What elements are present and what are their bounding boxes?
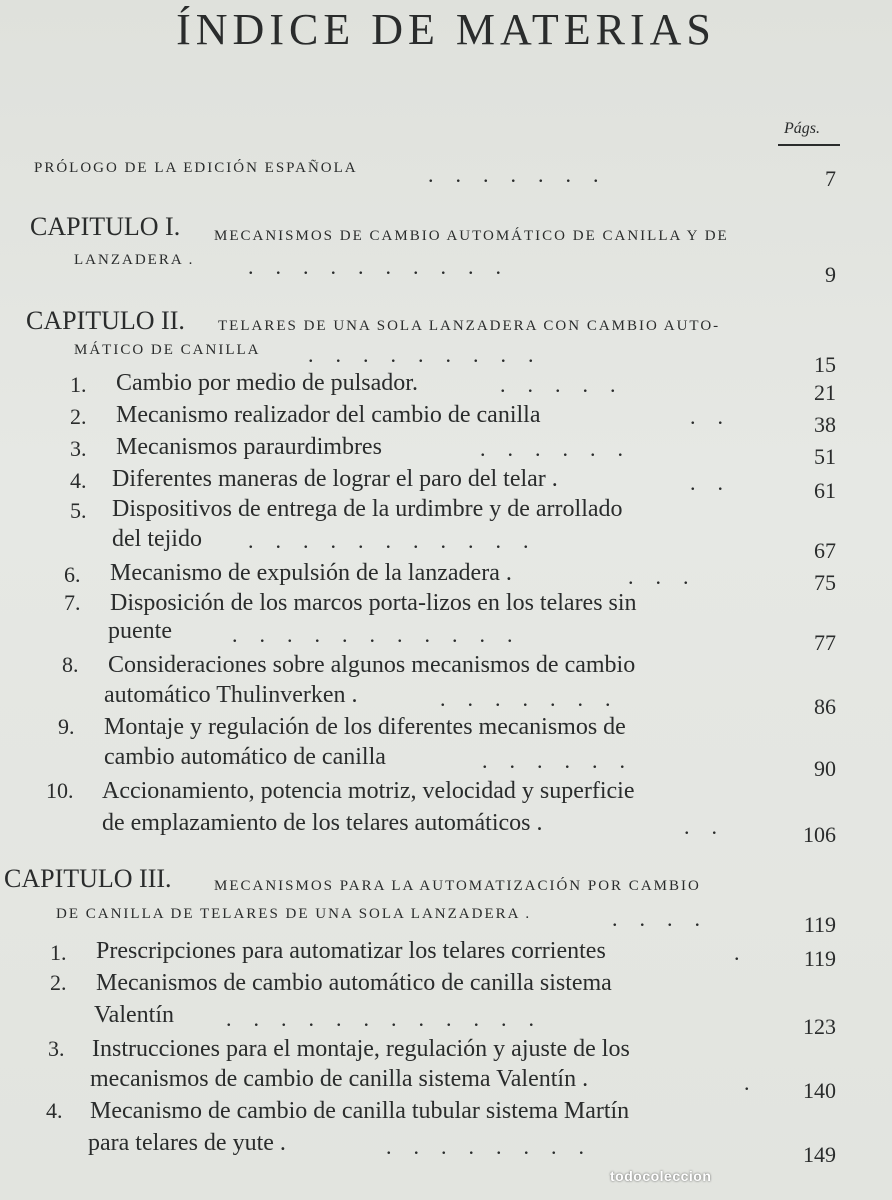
section-number: 3. [70, 436, 87, 461]
page-number: 149 [803, 1142, 836, 1167]
section-title-line-2: para telares de yute . [88, 1130, 286, 1156]
section-title-line-1: Consideraciones sobre algunos mecanismos de cambio [108, 652, 636, 678]
leader-dots: ... [628, 564, 711, 589]
section-title-line-1: Dispositivos de entrega de la urdimbre y de arrollado [112, 496, 623, 522]
toc-section-2-9-cont [0, 744, 892, 780]
page-number: 7 [825, 166, 836, 191]
page-title: ÍNDICE DE MATERIAS [176, 5, 716, 54]
section-title-line-1: Mecanismos de cambio automático de canilla sistema [96, 970, 612, 996]
pags-underline [778, 144, 840, 146]
toc-chapter-1-cont [0, 248, 892, 287]
chapter-label: CAPITULO II. [26, 306, 185, 335]
chapter-title-line-1: MECANISMOS PARA LA AUTOMATIZACIÓN POR CAMBIO [214, 878, 701, 894]
page-number: 67 [814, 538, 836, 563]
section-number: 10. [46, 778, 74, 803]
leader-dots: ..... [500, 372, 638, 397]
leader-dots: ........... [248, 528, 551, 553]
page-number: 75 [814, 570, 836, 595]
leader-dots: .. [690, 404, 745, 429]
toc-chapter-1 [0, 212, 892, 248]
section-title: Prescripciones para automatizar los telares corrientes [96, 938, 606, 964]
page-number: 86 [814, 694, 836, 719]
section-number: 3. [48, 1036, 65, 1061]
page-number: 106 [803, 822, 836, 847]
chapter-label: CAPITULO III. [4, 864, 172, 893]
toc-chapter-3 [0, 864, 892, 900]
section-number: 4. [70, 468, 87, 493]
section-number: 4. [46, 1098, 63, 1123]
section-number: 6. [64, 562, 81, 587]
chapter-title-line-1: MECANISMOS DE CAMBIO AUTOMÁTICO DE CANILLA Y DE [214, 228, 729, 244]
section-title-line-2: Valentín [94, 1002, 174, 1028]
page-number: 77 [814, 630, 836, 655]
toc-chapter-2-cont [0, 338, 892, 377]
leader-dots: ....... [440, 686, 633, 711]
chapter-title-line-2: MÁTICO DE CANILLA [74, 342, 261, 358]
toc-section-2-5-cont [0, 526, 892, 562]
section-title-line-1: Mecanismo de cambio de canilla tubular sistema Martín [90, 1098, 630, 1124]
toc-section-3-1 [0, 938, 892, 974]
watermark-logo: todocoleccion [610, 1168, 712, 1184]
toc-section-3-2-cont [0, 1002, 892, 1038]
toc-section-2-1 [0, 370, 892, 406]
chapter-title-line-1: TELARES DE UNA SOLA LANZADERA CON CAMBIO AUTO- [218, 318, 721, 334]
toc-section-3-3-cont [0, 1066, 892, 1102]
page-number: 119 [803, 912, 836, 937]
section-title-line-1: Disposición de los marcos porta-lizos en los telares sin [110, 590, 637, 616]
section-title-line-2: automático Thulinverken . [104, 682, 358, 708]
section-title-line-1: Instrucciones para el montaje, regulación y ajuste de los [92, 1036, 630, 1062]
section-title-line-1: Montaje y regulación de los diferentes mecanismos de [104, 714, 626, 740]
toc-section-2-7-cont [0, 618, 892, 654]
section-title-line-2: cambio automático de canilla [104, 744, 386, 770]
leader-dots: .......... [248, 254, 523, 279]
leader-dots: .... [612, 906, 722, 931]
section-title-line-2: de emplazamiento de los telares automáticos . [102, 810, 543, 836]
toc-section-2-8-cont [0, 682, 892, 718]
page-number: 61 [814, 478, 836, 503]
toc-section-2-3 [0, 434, 892, 470]
leader-dots: . [734, 940, 762, 965]
page-number: 15 [814, 352, 836, 377]
leader-dots: ........... [232, 622, 535, 647]
chapter-label: CAPITULO I. [30, 212, 181, 241]
page-number: 21 [814, 380, 836, 405]
leader-dots: ....... [428, 162, 621, 187]
toc-section-3-4-cont [0, 1130, 892, 1166]
section-title-line-2: mecanismos de cambio de canilla sistema Valentín . [90, 1066, 589, 1092]
section-number: 1. [50, 940, 67, 965]
section-number: 1. [70, 372, 87, 397]
section-number: 5. [70, 498, 87, 523]
section-title: Mecanismos paraurdimbres [116, 434, 382, 460]
section-title: Cambio por medio de pulsador. [116, 370, 418, 396]
section-number: 2. [50, 970, 67, 995]
page-number: 51 [814, 444, 836, 469]
section-number: 2. [70, 404, 87, 429]
chapter-title-line-2: LANZADERA . [74, 252, 195, 268]
leader-dots: . [744, 1070, 772, 1095]
page-number: 90 [814, 756, 836, 781]
pags-column-header: Págs. [784, 120, 820, 137]
page-number: 123 [803, 1014, 836, 1039]
section-title-line-2: del tejido [112, 526, 202, 552]
toc-chapter-3-cont [0, 902, 892, 938]
leader-dots: .. [684, 814, 739, 839]
toc-entry-prologo [0, 156, 892, 192]
section-title-line-1: Accionamiento, potencia motriz, velocidad y superficie [102, 778, 635, 804]
page-number: 38 [814, 412, 836, 437]
page-number: 140 [803, 1078, 836, 1103]
toc-section-3-2 [0, 970, 892, 1006]
leader-dots: ...... [480, 436, 645, 461]
section-number: 9. [58, 714, 75, 739]
toc-chapter-2 [0, 306, 892, 342]
section-title: Mecanismo de expulsión de la lanzadera . [110, 560, 512, 586]
toc-section-2-10-cont [0, 810, 892, 846]
leader-dots: ........ [386, 1134, 606, 1159]
section-title: Mecanismo realizador del cambio de canilla [116, 402, 541, 428]
toc-section-2-2 [0, 402, 892, 438]
section-title-line-2: puente [108, 618, 172, 644]
leader-dots: ......... [308, 342, 556, 367]
section-number: 7. [64, 590, 81, 615]
toc-section-3-4 [0, 1098, 892, 1134]
leader-dots: .. [690, 470, 745, 495]
entry-text: PRÓLOGO DE LA EDICIÓN ESPAÑOLA [34, 160, 358, 176]
page-number: 9 [825, 262, 836, 287]
page-number: 119 [803, 946, 836, 971]
toc-section-2-10 [0, 778, 892, 814]
leader-dots: ............ [226, 1006, 556, 1031]
section-title: Diferentes maneras de lograr el paro del telar . [112, 466, 558, 492]
section-number: 8. [62, 652, 79, 677]
chapter-title-line-2: DE CANILLA DE TELARES DE UNA SOLA LANZADERA . [56, 906, 532, 922]
leader-dots: ...... [482, 748, 647, 773]
